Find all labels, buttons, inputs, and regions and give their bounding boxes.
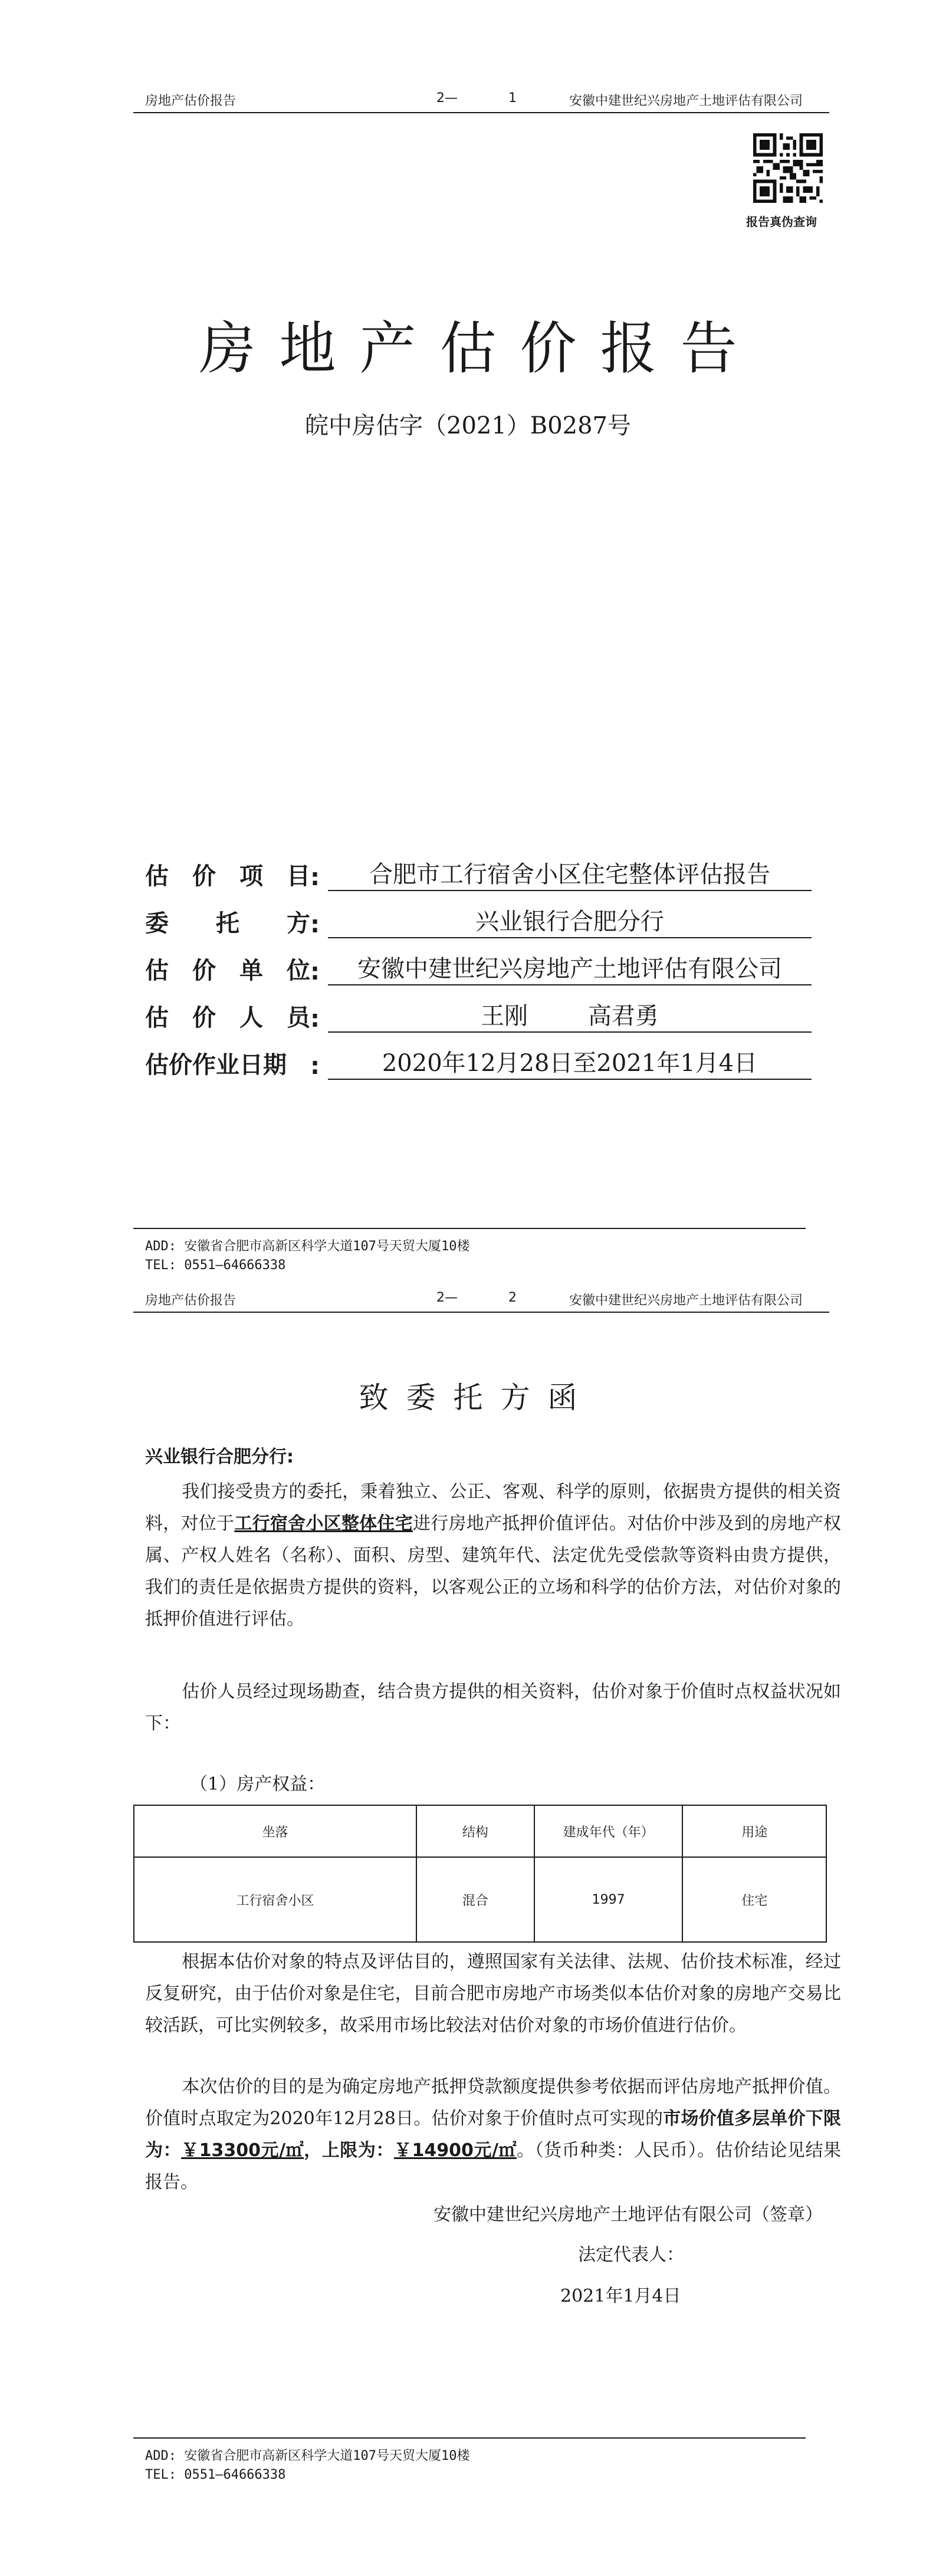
header-rule <box>133 112 829 113</box>
table-header: 建成年代（年） <box>534 1805 683 1857</box>
table-header: 用途 <box>682 1805 826 1857</box>
valuation-object: 工行宿舍小区整体住宅 <box>234 1513 413 1534</box>
info-row-client: 委 托 方 : 兴业银行合肥分行 <box>145 905 812 938</box>
header-page-prefix: 2— <box>436 1290 458 1305</box>
signature-company: 安徽中建世纪兴房地产土地评估有限公司（签章） <box>433 2204 823 2225</box>
table-header: 坐落 <box>134 1805 416 1857</box>
header-page-prefix: 2— <box>436 91 458 106</box>
table-row <box>134 1857 826 1942</box>
info-value-client: 兴业银行合肥分行 <box>328 908 812 938</box>
rights-label: （1）房产权益： <box>190 1774 326 1795</box>
table-cell: 混合 <box>416 1857 534 1942</box>
table-header: 结构 <box>416 1805 534 1857</box>
header-page-number: 1 <box>508 91 517 106</box>
report-title: 房地产估价报告 <box>199 316 761 382</box>
paragraph-2: 估价人员经过现场勘查，结合贵方提供的相关资料，估价对象于价值时点权益状况如下： <box>145 1681 841 1734</box>
table-cell: 工行宿舍小区 <box>134 1857 416 1942</box>
info-value-appraiser-org: 安徽中建世纪兴房地产土地评估有限公司 <box>328 955 812 985</box>
header-left: 房地产估价报告 <box>145 1293 237 1308</box>
footer-rule <box>133 2437 806 2439</box>
footer-address: ADD: 安徽省合肥市高新区科学大道107号天贸大厦10楼 <box>145 2449 470 2463</box>
table-cell: 住宅 <box>682 1857 826 1942</box>
report-number: 皖中房估字（2021）B0287号 <box>305 412 631 439</box>
table-cell: 1997 <box>534 1857 683 1942</box>
qr-caption: 报告真伪查询 <box>746 215 817 229</box>
price-lower: ￥13300元/㎡ <box>181 2140 304 2161</box>
footer-tel: TEL: 0551—64666338 <box>145 2467 286 2482</box>
signature-representative: 法定代表人： <box>578 2245 684 2265</box>
price-upper: ￥14900元/㎡ <box>393 2140 517 2161</box>
addressee: 兴业银行合肥分行: <box>145 1447 294 1467</box>
table-header-row <box>134 1805 826 1857</box>
header-page-number: 2 <box>508 1290 517 1305</box>
info-value-project: 合肥市工行宿舍小区住宅整体评估报告 <box>328 860 812 891</box>
footer-rule <box>133 1228 806 1229</box>
header-right: 安徽中建世纪兴房地产土地评估有限公司 <box>569 94 803 109</box>
info-row-appraisers: 估 价 人 员 : 王刚 高君勇 <box>145 1000 812 1033</box>
paragraph-4: 本次估价的目的是为确定房地产抵押贷款额度提供参考依据而评估房地产抵押价值。价值时点取定为2020年12月28日。估价对象于价值时点可实现的市场价值多层单价下限为：￥13300元/㎡，上限为：￥14900元/㎡。（货币种类：人民币）。估价结论见结果报告。 <box>145 2076 842 2193</box>
header-rule <box>133 1312 829 1313</box>
info-label-work-date: 估价作业日期 <box>145 1052 287 1079</box>
info-label-project: 估 价 项 目 <box>145 863 310 890</box>
rights-table <box>133 1805 827 1943</box>
letter-title: 致委托方函 <box>359 1381 595 1415</box>
header-left: 房地产估价报告 <box>145 94 237 109</box>
info-row-project: 估 价 项 目 : 合肥市工行宿舍小区住宅整体评估报告 <box>145 858 812 891</box>
qr-code-icon <box>753 133 823 203</box>
info-value-appraisers: 王刚 高君勇 <box>328 1002 812 1033</box>
paragraph-3: 根据本估价对象的特点及评估目的，遵照国家有关法律、法规、估价技术标准，经过反复研究，由于估价对象是住宅，目前合肥市房地产市场类似本估价对象的房地产交易比较活跃，可比实例较多，故采用市场比较法对估价对象的市场价值进行估价。 <box>145 1951 841 2036</box>
info-label-client: 委 托 方 <box>145 910 310 937</box>
info-row-appraiser-org: 估 价 单 位 : 安徽中建世纪兴房地产土地评估有限公司 <box>145 952 812 985</box>
info-label-appraisers: 估 价 人 员 <box>145 1004 310 1031</box>
signature-date: 2021年1月4日 <box>560 2286 681 2306</box>
info-label-appraiser-org: 估 价 单 位 <box>145 957 310 984</box>
footer-tel: TEL: 0551—64666338 <box>145 1258 286 1273</box>
paragraph-1: 我们接受贵方的委托，秉着独立、公正、客观、科学的原则，依据贵方提供的相关资料，对位于工行宿舍小区整体住宅进行房地产抵押价值评估。对估价中涉及到的房地产权属、产权人姓名（名称）、面积、房型、建筑年代、法定优先受偿款等资料由贵方提供，我们的责任是依据贵方提供的资料，以客观公正的立场和科学的估价方法，对估价对象的抵押价值进行评估。 <box>145 1481 842 1629</box>
footer-address: ADD: 安徽省合肥市高新区科学大道107号天贸大厦10楼 <box>145 1239 470 1254</box>
info-value-work-date: 2020年12月28日至2021年1月4日 <box>328 1049 812 1080</box>
info-row-work-date: 估价作业日期 : 2020年12月28日至2021年1月4日 <box>145 1047 812 1080</box>
header-right: 安徽中建世纪兴房地产土地评估有限公司 <box>569 1293 803 1308</box>
